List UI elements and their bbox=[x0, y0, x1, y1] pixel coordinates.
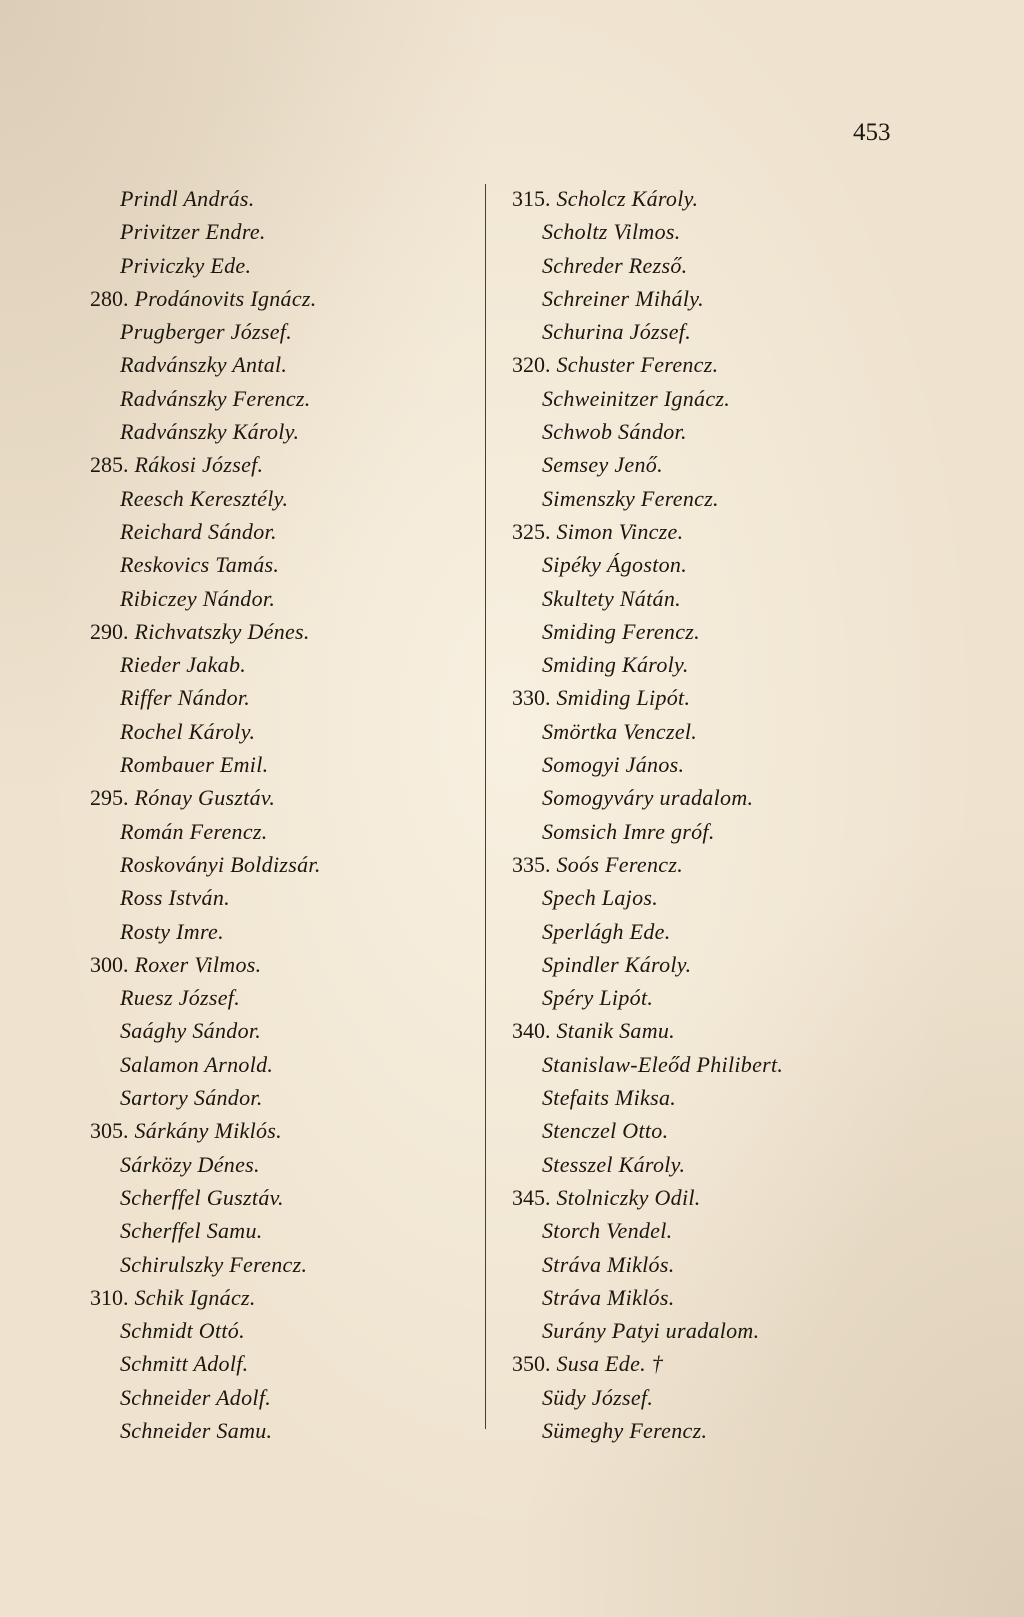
name-entry bbox=[90, 948, 470, 981]
entry-name: Rákosi József. bbox=[134, 452, 264, 478]
name-entry bbox=[512, 1281, 852, 1314]
name-entry bbox=[90, 382, 470, 415]
name-entry bbox=[90, 348, 470, 381]
name-entry bbox=[90, 215, 470, 248]
name-entry bbox=[512, 681, 852, 714]
entry-name: Schwob Sándor. bbox=[542, 419, 687, 445]
name-entry bbox=[90, 1148, 470, 1181]
entry-number: 290. bbox=[90, 618, 129, 644]
entry-name: Radvánszky Ferencz. bbox=[120, 385, 311, 411]
entry-number: 280. bbox=[90, 285, 129, 311]
entry-name: Schreder Rezső. bbox=[542, 252, 688, 278]
name-entry bbox=[512, 1414, 852, 1447]
entry-number: 330. bbox=[512, 685, 551, 711]
entry-name: Soós Ferencz. bbox=[556, 851, 684, 877]
entry-name: Scherffel Gusztáv. bbox=[120, 1184, 284, 1210]
entry-number: 305. bbox=[90, 1118, 129, 1144]
entry-name: Salamon Arnold. bbox=[120, 1051, 274, 1077]
name-entry bbox=[512, 1314, 852, 1347]
name-entry bbox=[90, 1281, 470, 1314]
name-entry bbox=[90, 1114, 470, 1147]
name-entry bbox=[512, 948, 852, 981]
name-entry bbox=[512, 415, 852, 448]
entry-name: Schik Ignácz. bbox=[134, 1284, 256, 1310]
name-entry bbox=[512, 582, 852, 615]
name-entry bbox=[90, 681, 470, 714]
entry-name: Sárkány Miklós. bbox=[134, 1118, 282, 1144]
name-entry bbox=[512, 1081, 852, 1114]
name-entry bbox=[90, 981, 470, 1014]
name-entry bbox=[90, 548, 470, 581]
name-entry bbox=[90, 482, 470, 515]
name-entry bbox=[90, 881, 470, 914]
entry-name: Susa Ede. † bbox=[556, 1351, 664, 1377]
name-entry bbox=[90, 282, 470, 315]
entry-name: Roxer Vilmos. bbox=[134, 951, 262, 977]
name-entry bbox=[90, 1181, 470, 1214]
entry-name: Ribiczey Nándor. bbox=[120, 585, 276, 611]
entry-number: 340. bbox=[512, 1018, 551, 1044]
entry-name: Stenczel Otto. bbox=[542, 1118, 669, 1144]
name-entry bbox=[90, 582, 470, 615]
name-entry bbox=[512, 981, 852, 1014]
name-entry bbox=[512, 1014, 852, 1047]
entry-name: Stráva Miklós. bbox=[542, 1251, 675, 1277]
entry-name: Schweinitzer Ignácz. bbox=[542, 385, 731, 411]
entry-name: Reskovics Tamás. bbox=[120, 552, 280, 578]
entry-name: Schurina József. bbox=[542, 319, 692, 345]
name-entry bbox=[512, 282, 852, 315]
entry-name: Stolniczky Odil. bbox=[556, 1184, 701, 1210]
entry-name: Prindl András. bbox=[120, 186, 255, 211]
name-entry bbox=[90, 748, 470, 781]
name-entry bbox=[90, 182, 470, 215]
entry-name: Rosty Imre. bbox=[120, 918, 224, 944]
entry-name: Scholcz Károly. bbox=[556, 186, 699, 211]
entry-name: Schmitt Adolf. bbox=[120, 1351, 249, 1377]
entry-number: 320. bbox=[512, 352, 551, 378]
entry-name: Ruesz József. bbox=[120, 985, 240, 1011]
entry-number: 315. bbox=[512, 186, 551, 211]
name-entry bbox=[512, 249, 852, 282]
name-entry bbox=[90, 848, 470, 881]
left-name-column bbox=[90, 182, 470, 1447]
entry-name: Somogyváry uradalom. bbox=[542, 785, 754, 811]
entry-name: Ross István. bbox=[120, 885, 230, 911]
name-entry bbox=[90, 781, 470, 814]
entry-name: Schirulszky Ferencz. bbox=[120, 1251, 308, 1277]
entry-name: Sperlágh Ede. bbox=[542, 918, 671, 944]
entry-number: 325. bbox=[512, 518, 551, 544]
entry-name: Smörtka Venczel. bbox=[542, 718, 698, 744]
entry-name: Spindler Károly. bbox=[542, 951, 692, 977]
entry-number: 350. bbox=[512, 1351, 551, 1377]
name-entry bbox=[512, 1248, 852, 1281]
name-entry bbox=[90, 415, 470, 448]
entry-name: Smiding Ferencz. bbox=[542, 618, 700, 644]
entry-name: Sárközy Dénes. bbox=[120, 1151, 260, 1177]
entry-name: Roskoványi Boldizsár. bbox=[120, 851, 321, 877]
entry-name: Spech Lajos. bbox=[542, 885, 659, 911]
entry-number: 300. bbox=[90, 951, 129, 977]
entry-name: Somogyi János. bbox=[542, 752, 685, 778]
name-entry bbox=[90, 315, 470, 348]
name-entry bbox=[90, 1081, 470, 1114]
entry-name: Riffer Nándor. bbox=[120, 685, 251, 711]
name-entry bbox=[90, 815, 470, 848]
entry-name: Schreiner Mihály. bbox=[542, 285, 704, 311]
entry-name: Simenszky Ferencz. bbox=[542, 485, 719, 511]
name-entry bbox=[90, 1314, 470, 1347]
entry-name: Rónay Gusztáv. bbox=[134, 785, 276, 811]
entry-number: 295. bbox=[90, 785, 129, 811]
entry-name: Privitzer Endre. bbox=[120, 219, 266, 245]
entry-name: Román Ferencz. bbox=[120, 818, 268, 844]
name-entry bbox=[512, 182, 852, 215]
name-entry bbox=[512, 1148, 852, 1181]
entry-name: Schuster Ferencz. bbox=[556, 352, 719, 378]
entry-name: Rombauer Emil. bbox=[120, 752, 269, 778]
name-entry bbox=[512, 1114, 852, 1147]
name-entry bbox=[512, 482, 852, 515]
entry-name: Semsey Jenő. bbox=[542, 452, 663, 478]
entry-name: Priviczky Ede. bbox=[120, 252, 252, 278]
entry-name: Somsich Imre gróf. bbox=[542, 818, 715, 844]
entry-name: Smiding Lipót. bbox=[556, 685, 691, 711]
entry-name: Skultety Nátán. bbox=[542, 585, 681, 611]
entry-name: Stanislaw-Eleőd Philibert. bbox=[542, 1051, 784, 1077]
name-entry bbox=[512, 915, 852, 948]
name-entry bbox=[90, 715, 470, 748]
column-divider bbox=[485, 184, 486, 1429]
name-entry bbox=[512, 548, 852, 581]
name-entry bbox=[90, 1214, 470, 1247]
name-entry bbox=[90, 1347, 470, 1380]
name-entry bbox=[90, 615, 470, 648]
entry-name: Rochel Károly. bbox=[120, 718, 256, 744]
entry-name: Storch Vendel. bbox=[542, 1218, 673, 1244]
name-entry bbox=[90, 1014, 470, 1047]
entry-name: Spéry Lipót. bbox=[542, 985, 654, 1011]
name-entry bbox=[90, 1381, 470, 1414]
entry-name: Reesch Keresztély. bbox=[120, 485, 289, 511]
name-entry bbox=[512, 748, 852, 781]
entry-number: 335. bbox=[512, 851, 551, 877]
entry-name: Surány Patyi uradalom. bbox=[542, 1318, 760, 1344]
name-entry bbox=[512, 848, 852, 881]
name-entry bbox=[90, 515, 470, 548]
entry-name: Scholtz Vilmos. bbox=[542, 219, 681, 245]
name-entry bbox=[90, 915, 470, 948]
entry-name: Radvánszky Károly. bbox=[120, 419, 300, 445]
entry-name: Schneider Samu. bbox=[120, 1417, 273, 1443]
entry-name: Smiding Károly. bbox=[542, 652, 689, 678]
entry-name: Schmidt Ottó. bbox=[120, 1318, 245, 1344]
name-entry bbox=[512, 515, 852, 548]
entry-name: Schneider Adolf. bbox=[120, 1384, 272, 1410]
name-entry bbox=[512, 1347, 852, 1380]
name-entry bbox=[512, 1214, 852, 1247]
page-number: 453 bbox=[853, 119, 891, 146]
entry-name: Prodánovits Ignácz. bbox=[134, 285, 317, 311]
entry-name: Sartory Sándor. bbox=[120, 1085, 263, 1111]
entry-name: Radvánszky Antal. bbox=[120, 352, 288, 378]
entry-name: Rieder Jakab. bbox=[120, 652, 247, 678]
name-entry bbox=[90, 249, 470, 282]
name-entry bbox=[512, 315, 852, 348]
name-entry bbox=[512, 1181, 852, 1214]
name-entry bbox=[90, 1248, 470, 1281]
name-entry bbox=[512, 715, 852, 748]
entry-name: Stefaits Miksa. bbox=[542, 1085, 677, 1111]
name-entry bbox=[512, 215, 852, 248]
entry-name: Stráva Miklós. bbox=[542, 1284, 675, 1310]
name-entry bbox=[512, 881, 852, 914]
name-entry bbox=[512, 615, 852, 648]
name-entry bbox=[512, 448, 852, 481]
name-entry bbox=[512, 815, 852, 848]
right-name-column bbox=[512, 182, 852, 1447]
entry-number: 345. bbox=[512, 1184, 551, 1210]
entry-name: Richvatszky Dénes. bbox=[134, 618, 310, 644]
entry-name: Stanik Samu. bbox=[556, 1018, 675, 1044]
entry-name: Stesszel Károly. bbox=[542, 1151, 686, 1177]
name-entry bbox=[90, 1414, 470, 1447]
name-entry bbox=[90, 448, 470, 481]
entry-name: Saághy Sándor. bbox=[120, 1018, 262, 1044]
entry-number: 310. bbox=[90, 1284, 129, 1310]
name-entry bbox=[512, 781, 852, 814]
entry-name: Sümeghy Ferencz. bbox=[542, 1417, 708, 1443]
name-entry bbox=[512, 1048, 852, 1081]
entry-name: Scherffel Samu. bbox=[120, 1218, 263, 1244]
entry-name: Sipéky Ágoston. bbox=[542, 552, 688, 578]
entry-name: Simon Vincze. bbox=[556, 518, 684, 544]
name-entry bbox=[512, 382, 852, 415]
name-entry bbox=[512, 648, 852, 681]
name-entry bbox=[512, 1381, 852, 1414]
name-entry bbox=[90, 648, 470, 681]
entry-name: Prugberger József. bbox=[120, 319, 293, 345]
name-entry bbox=[512, 348, 852, 381]
entry-name: Südy József. bbox=[542, 1384, 654, 1410]
name-entry bbox=[90, 1048, 470, 1081]
entry-name: Reichard Sándor. bbox=[120, 518, 277, 544]
entry-number: 285. bbox=[90, 452, 129, 478]
